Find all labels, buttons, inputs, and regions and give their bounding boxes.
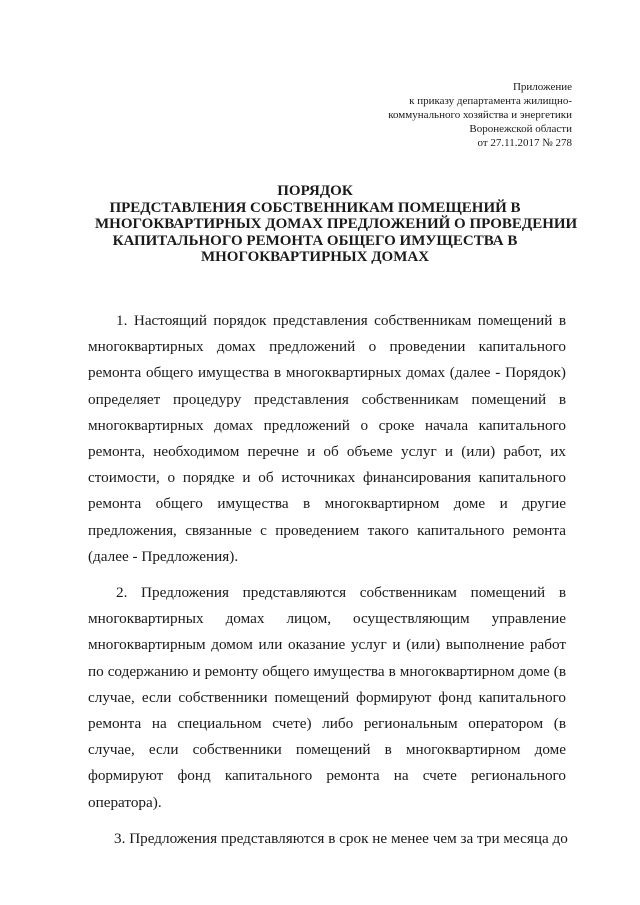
title-line: КАПИТАЛЬНОГО РЕМОНТА ОБЩЕГО ИМУЩЕСТВА В [112, 232, 518, 249]
appendix-line: Воронежской области [469, 123, 572, 135]
appendix-line: к приказу департамента жилищно- [409, 95, 572, 107]
appendix-line: коммунального хозяйства и энергетики [388, 109, 572, 121]
title-line: МНОГОКВАРТИРНЫХ ДОМАХ ПРЕДЛОЖЕНИЙ О ПРОВЕДЕНИИ [95, 216, 578, 232]
title-line: МНОГОКВАРТИРНЫХ ДОМАХ [200, 249, 430, 265]
appendix-line: Приложение [512, 81, 572, 93]
paragraph-1: 1. Настоящий порядок представления собственникам помещений в многоквартирных домах предложений о проведении капитального ремонта общего имущества в многоквартирных домах (далее - Порядок) определяет процедуру представления собственникам помещений в многоквартирных домах предложений о сроке начала капитального ремонта, необходимом перечне и об объеме услуг и (или) работ, их стоимости, о порядке и об источниках финансирования капитального ремонта общего имущества в многоквартирном доме и другие предложения, связанные с проведением такого капитального ремонта (далее - Предложения). [88, 312, 566, 565]
paragraph-2: 2. Предложения представляются собственникам помещений в многоквартирных домах лицом, осуществляющим управление многоквартирным домом или оказание услуг и (или) выполнение работ по содержанию и ремонту общего имущества в многоквартирном доме (в случае, если собственники помещений формируют фонд капитального ремонта на специальном счете) либо региональным оператором (в случае, если собственники помещений в многоквартирном доме формируют фонд капитального ремонта на счете регионального оператора). [88, 584, 566, 811]
appendix-block [312, 80, 572, 150]
title-line: ПОРЯДОК [277, 183, 353, 199]
document-body [88, 308, 566, 862]
document-title [95, 183, 578, 266]
appendix-line: от 27.11.2017 № 278 [477, 137, 572, 149]
paragraph-3: 3. Предложения представляются в срок не менее чем за три месяца до [114, 829, 568, 847]
title-line: ПРЕДСТАВЛЕНИЯ СОБСТВЕННИКАМ ПОМЕЩЕНИЙ В [109, 199, 521, 216]
